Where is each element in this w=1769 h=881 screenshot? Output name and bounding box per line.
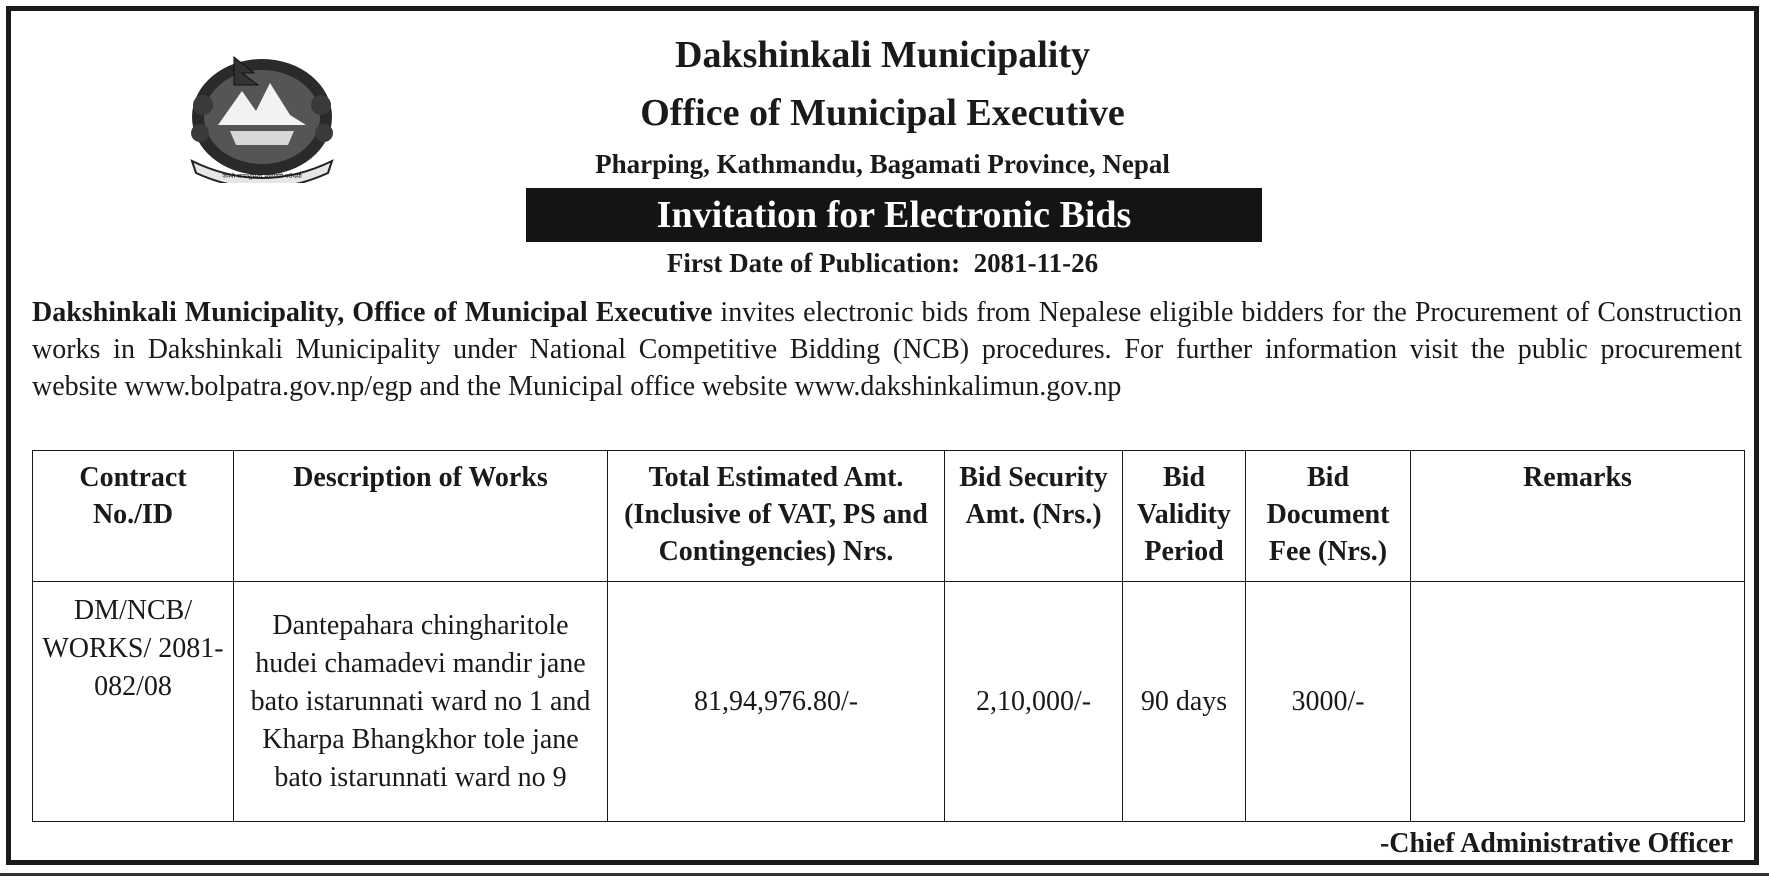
intro-text: invites electronic bids from Nepalese eligible bidders for the Procurement of Construction works in Dakshinkali Municipality under National Competitive Bidding (NCB) procedures. For further information visit the public procurement website www.bolpatra.gov.np/egp and the Municipal office website www.dakshinkalimun.gov.np [32, 297, 1742, 402]
table-row [33, 582, 1745, 822]
bid-table [32, 450, 1745, 822]
cell-description: Dantepahara chingharitole hudei chamadevi mandir jane bato istarunnati ward no 1 and Kharpa Bhangkhor tole jane bato istarunnati ward no 9 [234, 582, 608, 822]
col-header-contract-id: Contract No./ID [33, 451, 234, 582]
cell-document-fee: 3000/- [1246, 582, 1411, 822]
col-header-estimated-amount: Total Estimated Amt. (Inclusive of VAT, PS and Contingencies) Nrs. [608, 451, 945, 582]
notice-banner: Invitation for Electronic Bids [526, 188, 1262, 242]
table-header-row [33, 451, 1745, 582]
cell-bid-validity: 90 days [1123, 582, 1246, 822]
municipality-title: Dakshinkali Municipality [675, 34, 1090, 76]
publication-date-line [11, 248, 1754, 279]
publication-date-value: 2081-11-26 [973, 248, 1099, 278]
tender-notice [6, 6, 1759, 865]
publication-date-label: First Date of Publication: [666, 248, 961, 278]
cell-remarks [1411, 582, 1745, 822]
col-header-bid-validity: Bid Validity Period [1123, 451, 1246, 582]
intro-paragraph [32, 294, 1742, 405]
col-header-description: Description of Works [234, 451, 608, 582]
office-subtitle: Office of Municipal Executive [640, 92, 1125, 134]
col-header-bid-security: Bid Security Amt. (Nrs.) [945, 451, 1123, 582]
cell-estimated-amount: 81,94,976.80/- [608, 582, 945, 822]
signature: -Chief Administrative Officer [1379, 828, 1733, 859]
emblem-motto: जननी जन्मभूमिश्च स्वर्गादपि गरीयसी [222, 173, 302, 180]
col-header-remarks: Remarks [1411, 451, 1745, 582]
intro-bold-lead: Dakshinkali Municipality, Office of Municipal Executive [32, 297, 713, 328]
cell-bid-security: 2,10,000/- [945, 582, 1123, 822]
footer-rule [0, 873, 1769, 876]
office-address: Pharping, Kathmandu, Bagamati Province, Nepal [595, 149, 1170, 179]
col-header-document-fee: Bid Document Fee (Nrs.) [1246, 451, 1411, 582]
cell-contract-id: DM/NCB/ WORKS/ 2081-082/08 [33, 582, 234, 822]
